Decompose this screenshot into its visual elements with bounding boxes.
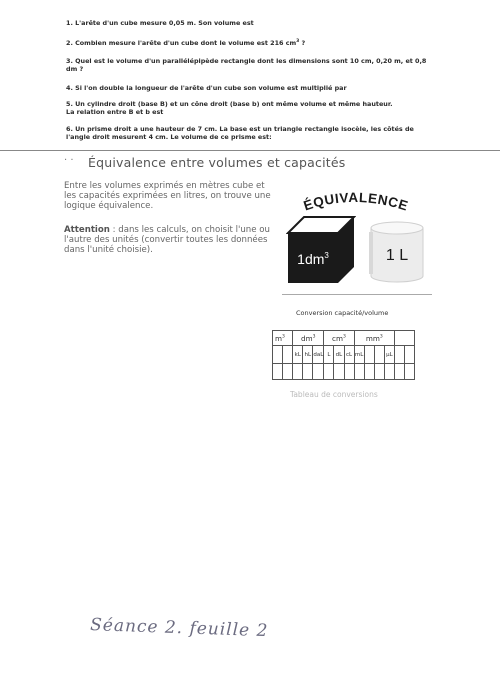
table-cell bbox=[374, 346, 384, 364]
svg-text:Séance 2. feuille 2: Séance 2. feuille 2 bbox=[89, 615, 269, 642]
table-cell: daL bbox=[313, 346, 324, 364]
question-3: 3. Quel est le volume d'un parallélépipède rectangle dont les dimensions sont 10 cm, 0,20 m, et 0,8 dm ? bbox=[66, 57, 427, 73]
table-cell: hL bbox=[303, 346, 313, 364]
table-cell: kL bbox=[293, 346, 303, 364]
question-2: 2. Combien mesure l'arête d'un cube dont le volume est 216 $cm^3$ ? bbox=[66, 39, 306, 48]
cylinder-illustration bbox=[368, 220, 426, 284]
illustration-divider bbox=[282, 294, 432, 295]
unit-mm3: $mm^3$ bbox=[354, 331, 394, 346]
table-cell: mL bbox=[354, 346, 364, 364]
table-cell bbox=[405, 364, 415, 380]
empty-row bbox=[273, 364, 415, 380]
table-cell bbox=[273, 346, 283, 364]
question-6: 6. Un prisme droit a une hauteur de 7 cm. La base est un triangle rectangle isocèle, les côtés de l'angle droit mesurent 4 cm. Le volume de ce prisme est: bbox=[66, 125, 414, 141]
unit-m3: $m^3$ bbox=[273, 331, 293, 346]
table-cell bbox=[394, 346, 404, 364]
table-cell bbox=[344, 364, 354, 380]
intro-paragraph: Entre les volumes exprimés en mètres cube et les capacités exprimées en litres, on trouve une logique équivalence. bbox=[64, 181, 271, 212]
table-cell bbox=[324, 364, 334, 380]
table-cell: cL bbox=[344, 346, 354, 364]
question-1: 1. L'arête d'un cube mesure 0,05 m. Son volume est bbox=[66, 19, 254, 27]
table-cell: dL bbox=[334, 346, 344, 364]
attention-paragraph: Attention : dans les calculs, on choisit l'une ou l'autre des unités (convertir toutes les données dans l'unité choisie). bbox=[64, 225, 270, 256]
table-cell bbox=[405, 346, 415, 364]
table-cell bbox=[364, 364, 374, 380]
capacity-row bbox=[273, 346, 415, 364]
table-cell bbox=[283, 364, 293, 380]
conversion-table bbox=[272, 330, 415, 380]
table-cell: L bbox=[324, 346, 334, 364]
table-cell bbox=[384, 364, 394, 380]
section-title: Équivalence entre volumes et capacités bbox=[88, 155, 346, 170]
table-caption: Tableau de conversions bbox=[290, 390, 378, 399]
table-cell bbox=[273, 364, 283, 380]
conversion-title: Conversion capacité/volume bbox=[296, 309, 389, 317]
table-cell bbox=[394, 331, 414, 346]
table-cell bbox=[293, 364, 303, 380]
unit-dm3: $dm^3$ bbox=[293, 331, 324, 346]
table-cell bbox=[334, 364, 344, 380]
cube-illustration bbox=[286, 215, 356, 285]
table-cell bbox=[313, 364, 324, 380]
table-cell: μL bbox=[384, 346, 394, 364]
table-cell bbox=[364, 346, 374, 364]
table-header-row bbox=[273, 331, 415, 346]
handwritten-note bbox=[88, 606, 288, 646]
table-cell bbox=[374, 364, 384, 380]
cube-label: $1dm^3$ bbox=[297, 251, 329, 267]
table-cell bbox=[303, 364, 313, 380]
question-5: 5. Un cylindre droit (base B) et un cône droit (base b) ont même volume et même hauteur. La relation entre B et b est bbox=[66, 100, 393, 116]
table-cell bbox=[283, 346, 293, 364]
svg-text:ÉQUIVALENCE: ÉQUIVALENCE bbox=[301, 189, 411, 214]
section-dots: · · bbox=[64, 155, 74, 166]
question-4: 4. Si l'on double la longueur de l'arête d'un cube son volume est multiplié par bbox=[66, 84, 347, 92]
table-cell bbox=[354, 364, 364, 380]
cylinder-label: 1 L bbox=[385, 247, 409, 264]
section-divider bbox=[0, 150, 500, 151]
unit-cm3: $cm^3$ bbox=[324, 331, 354, 346]
table-cell bbox=[394, 364, 404, 380]
